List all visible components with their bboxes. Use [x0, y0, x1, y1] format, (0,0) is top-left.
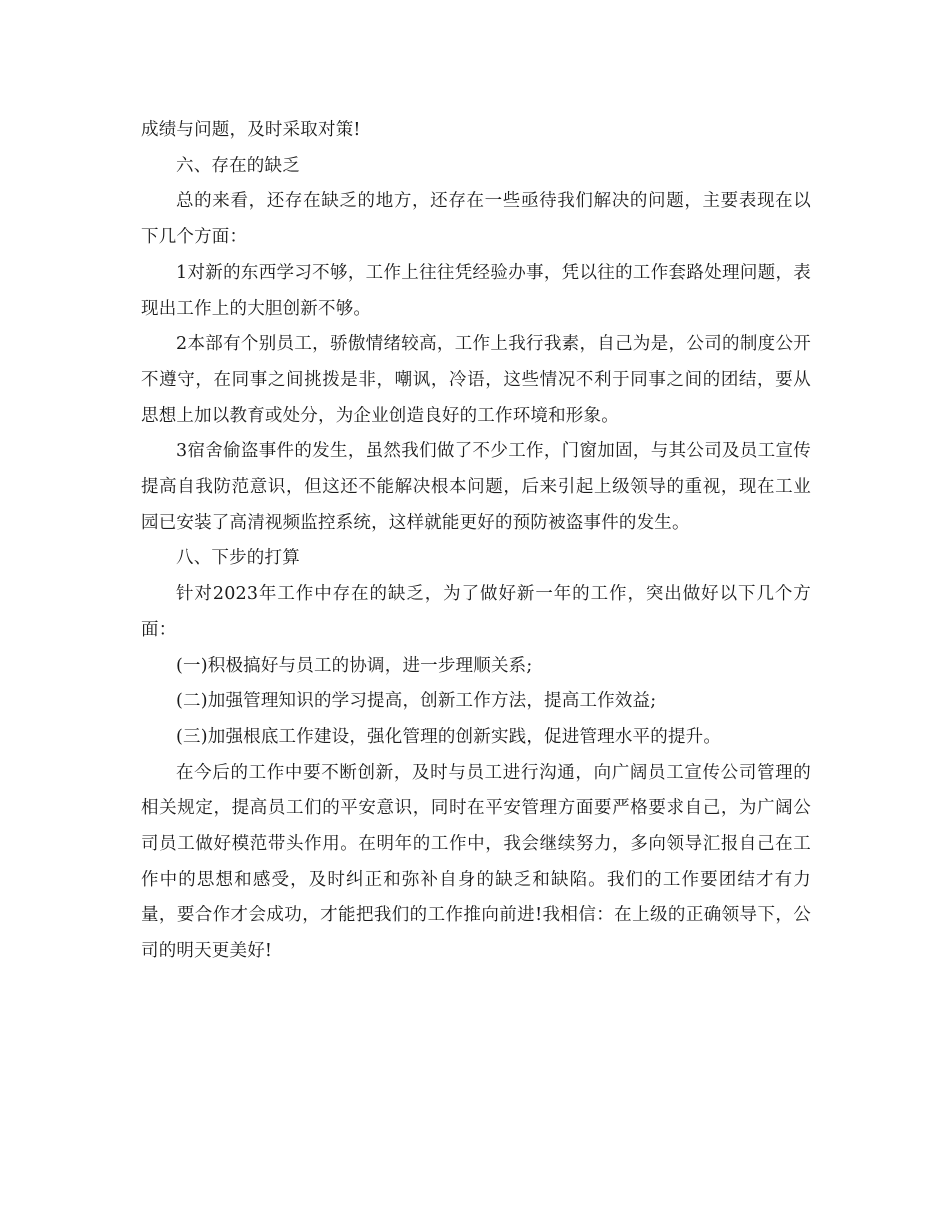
section-heading-next-steps: 八、下步的打算 [176, 548, 300, 569]
paragraph-item-2: 2本部有个别员工，骄傲情绪较高，工作上我行我素，自己为是，公司的制度公开不遵守，在同事之间挑拨是非，嘲讽，冷语，这些情况不利于同事之间的团结，要从思想上加以教育或处分，为企业创造良好的工作环境和形象。 [141, 334, 811, 426]
paragraph-item-3: 3宿舍偷盗事件的发生，虽然我们做了不少工作，门窗加固，与其公司及员工宣传提高自我防范意识，但这还不能解决根本问题，后来引起上级领导的重视，现在工业园已安装了高清视频监控系统，这样就能更好的预防被盗事件的发生。 [141, 441, 811, 533]
section-heading-shortcomings: 六、存在的缺乏 [176, 155, 300, 176]
plan-item-1: (一)积极搞好与员工的协调，进一步理顺关系; [176, 655, 533, 676]
plan-item-3: (三)加强根底工作建设，强化管理的创新实践，促进管理水平的提升。 [176, 726, 722, 747]
paragraph-overview: 总的来看，还存在缺乏的地方，还存在一些亟待我们解决的问题，主要表现在以下几个方面： [141, 191, 811, 248]
document-body [141, 113, 811, 970]
paragraph-item-1: 1对新的东西学习不够，工作上往往凭经验办事，凭以往的工作套路处理问题，表现出工作上的大胆创新不够。 [141, 262, 811, 319]
paragraph-closing: 在今后的工作中要不断创新，及时与员工进行沟通，向广阔员工宣传公司管理的相关规定，提高员工们的平安意识，同时在平安管理方面要严格要求自己，为广阔公司员工做好模范带头作用。在明年的工作中，我会继续努力，多向领导汇报自己在工作中的思想和感受，及时纠正和弥补自身的缺乏和缺陷。我们的工作要团结才有力量，要合作才会成功，才能把我们的工作推向前进!我相信：在上级的正确领导下，公司的明天更美好! [141, 762, 811, 962]
paragraph-plan-intro: 针对2023年工作中存在的缺乏，为了做好新一年的工作，突出做好以下几个方面： [141, 584, 811, 640]
plan-item-2: (二)加强管理知识的学习提高，创新工作方法，提高工作效益; [176, 691, 657, 712]
paragraph-continuation: 成绩与问题，及时采取对策! [141, 120, 361, 140]
